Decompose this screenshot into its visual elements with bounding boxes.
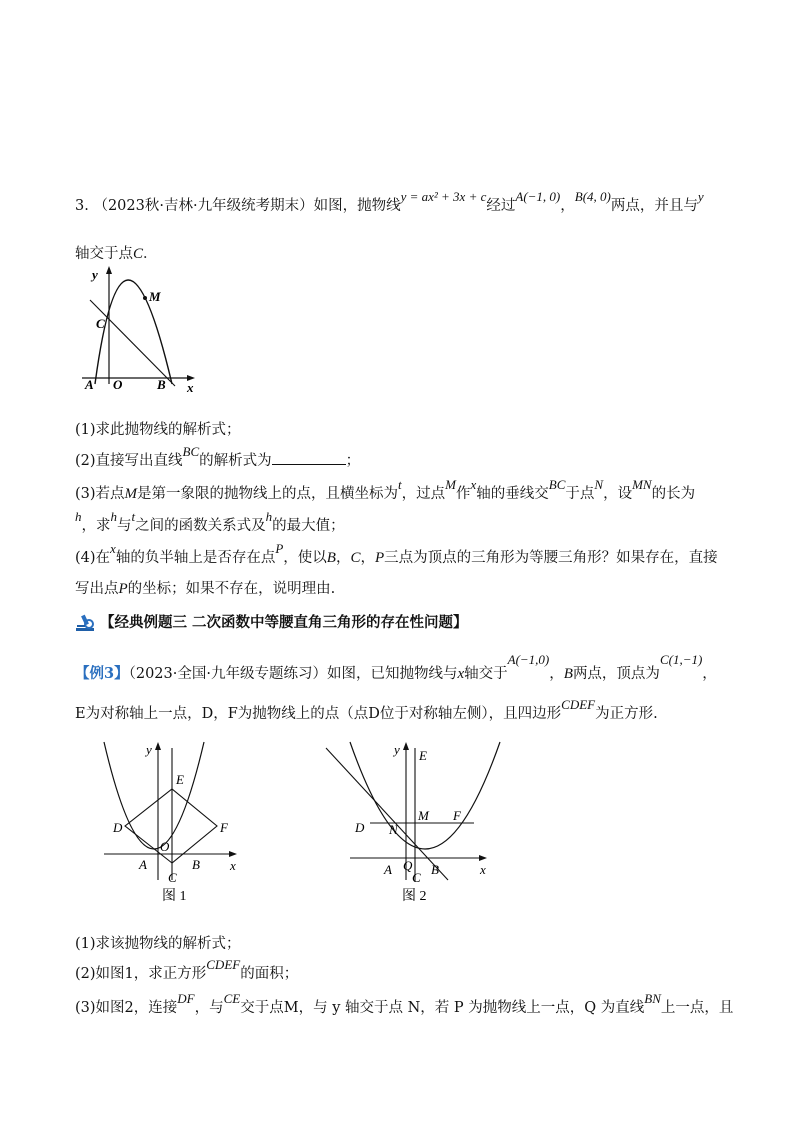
text: 作 (456, 486, 471, 502)
label-f: F (453, 808, 461, 823)
q3-part-4-line-1 (75, 541, 718, 568)
caption-fig2: 图 2 (402, 889, 427, 904)
label-a: A (85, 377, 94, 392)
x-axis-arrow (479, 855, 487, 861)
text: 轴的垂线交 (476, 486, 549, 502)
text: 的坐标；如果不存在，说明理由. (127, 581, 336, 597)
math-t: t (398, 477, 402, 492)
math-h: h (265, 509, 273, 524)
point-b: B(4, 0) (574, 189, 611, 204)
q3-line-1 (75, 189, 704, 216)
ex3-part-2 (75, 957, 299, 984)
figure-2 (322, 734, 502, 906)
ex3-part-3 (75, 991, 734, 1018)
label-q: Q (403, 858, 413, 873)
text: 轴交于 (464, 666, 508, 682)
heading-text: 【经典例题三 二次函数中等腰直角三角形的存在性问题】 (100, 614, 468, 631)
math-m: M (124, 486, 138, 502)
ex3-part-1 (75, 934, 241, 954)
math-x: x (110, 541, 116, 556)
math-b: B (326, 550, 336, 566)
text: ， (360, 550, 375, 566)
answer-blank (272, 450, 346, 465)
point-c: C(1,−1) (659, 652, 703, 667)
text: 的解析式为 (199, 453, 272, 469)
example-source: （2023·全国·九年级专题练习） (128, 666, 327, 682)
label-a: A (139, 857, 147, 872)
q3-part-3-line-2 (75, 509, 345, 536)
text: 两点，并且与 (610, 198, 698, 214)
y-axis-arrow (403, 742, 409, 750)
x-axis-arrow (229, 851, 237, 857)
ex3-line-1 (75, 652, 717, 684)
text: 于点 (565, 486, 595, 502)
math-c: C (350, 550, 361, 566)
label-d: D (113, 820, 123, 835)
text: (1)求此抛物线的解析式； (75, 422, 241, 438)
label-x: x (187, 380, 194, 394)
microscope-icon (74, 612, 96, 632)
caption-fig1: 图 1 (162, 889, 187, 904)
label-m: M (149, 289, 161, 304)
text: 与 (117, 518, 132, 534)
label-c: C (96, 316, 105, 331)
label-o: O (113, 377, 123, 392)
text: 上一点，且 (660, 1000, 734, 1016)
label-x: x (480, 862, 486, 877)
math-x: x (457, 666, 465, 682)
text: ， (335, 550, 351, 566)
math-c: C (133, 246, 144, 262)
math-p: P (275, 541, 284, 556)
text: E为对称轴上一点，D，F为抛物线上的点（点D位于对称轴左侧），且四边形 (75, 706, 562, 722)
point-a: A(−1, 0) (515, 189, 561, 204)
math-n: N (594, 477, 604, 492)
label-f: F (220, 820, 228, 835)
text: 三点为顶点的三角形为等腰三角形？如果存在，直接 (384, 550, 718, 566)
text: ，设 (603, 486, 633, 502)
text: 为正方形. (595, 706, 658, 722)
text: 的面积； (240, 966, 299, 982)
text: ，求 (81, 518, 111, 534)
label-e: E (176, 772, 184, 787)
label-d: D (355, 820, 365, 835)
figure-1 (96, 734, 256, 906)
label-y: y (92, 267, 98, 282)
text: (1)求该抛物线的解析式； (75, 936, 241, 952)
text: 是第一象限的抛物线上的点，且横坐标为 (137, 486, 399, 502)
label-c: C (412, 870, 421, 885)
y-axis-arrow (106, 266, 112, 274)
label-x: x (230, 858, 236, 873)
text: ， (549, 666, 564, 682)
label-b: B (157, 377, 166, 392)
label-b: B (431, 862, 439, 877)
line-bc (90, 300, 175, 386)
q3-part-1 (75, 420, 241, 440)
math-y: y (697, 189, 704, 204)
math-cdef: CDEF (561, 697, 596, 712)
point-m (143, 296, 147, 300)
text: ，使以 (283, 550, 327, 566)
math-x: x (470, 477, 477, 492)
text: 经过 (486, 198, 516, 214)
y-axis-arrow (155, 742, 161, 750)
text: ， (702, 666, 717, 682)
equation: y = ax² + 3x + c (400, 189, 487, 204)
text: 轴交于点 (75, 246, 133, 262)
label-m: M (418, 808, 429, 823)
text: 之间的函数关系式及 (135, 518, 266, 534)
question-source: （2023秋·吉林·九年级统考期末） (93, 198, 314, 214)
label-a: A (384, 862, 392, 877)
q3-part-3-line-1 (75, 477, 696, 504)
q3-figure (78, 262, 208, 394)
ex3-line-2 (75, 697, 658, 724)
q3-part-4-line-2 (75, 579, 335, 599)
math-b: B (563, 666, 573, 682)
math-p: P (374, 550, 385, 566)
text: ； (345, 453, 361, 469)
label-e: E (419, 748, 427, 763)
math-h: h (75, 509, 82, 524)
text: 轴的负半轴上是否存在点 (115, 550, 276, 566)
math-bn: BN (644, 991, 661, 1006)
math-df: DF (177, 991, 195, 1006)
text: (2)如图1，求正方形 (75, 966, 207, 982)
math-bc: BC (548, 477, 566, 492)
math-t: t (131, 509, 136, 524)
math-mn: MN (632, 477, 652, 492)
label-o: O (160, 839, 170, 854)
text: ，过点 (401, 486, 446, 502)
text: 的长为 (651, 486, 696, 502)
text: 交于点M，与 y 轴交于点 N，若 P 为抛物线上一点，Q 为直线 (240, 1000, 645, 1016)
math-bc: BC (182, 444, 200, 459)
text: 的最大值； (272, 518, 345, 534)
text: 写出点 (75, 581, 119, 597)
label-c: C (168, 870, 177, 885)
text: (3)若点 (75, 486, 125, 502)
point-a: A(−1,0) (507, 652, 550, 667)
label-y: y (146, 742, 152, 757)
text: ，与 (194, 1000, 224, 1016)
text: ． (143, 246, 158, 262)
label-b: B (192, 857, 200, 872)
text: (4)在 (75, 550, 111, 566)
label-y: y (394, 742, 400, 757)
q3-line-2 (75, 244, 158, 264)
label-n: N (389, 822, 398, 837)
text: (3)如图2，连接 (75, 1000, 178, 1016)
section-heading (74, 611, 468, 632)
text: 如图，抛物线 (313, 198, 401, 214)
example-tag: 【例3】 (75, 665, 129, 682)
text: 如图，已知抛物线与 (326, 666, 458, 682)
q3-part-2 (75, 444, 361, 471)
math-h: h (110, 509, 117, 524)
math-cdef: CDEF (206, 957, 241, 972)
math-p: P (118, 581, 128, 597)
line-bn (326, 748, 448, 880)
text: (2)直接写出直线 (75, 453, 183, 469)
math-m: M (445, 477, 457, 492)
math-ce: CE (223, 991, 241, 1006)
text: ， (560, 198, 575, 214)
square-cdef (125, 789, 217, 863)
text: 两点，顶点为 (572, 666, 660, 682)
question-number: 3. (75, 198, 89, 214)
